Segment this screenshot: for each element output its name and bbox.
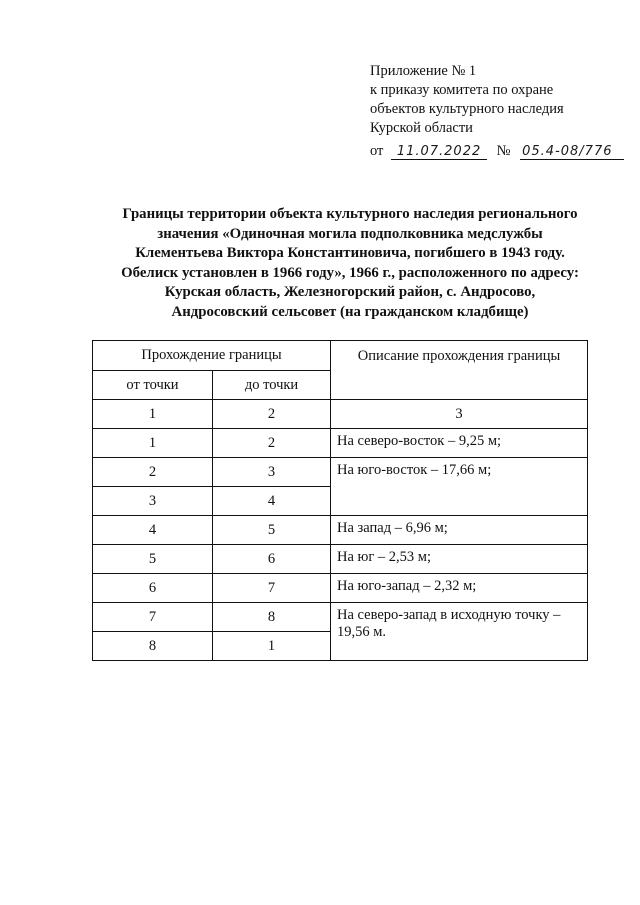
appendix-region: Курской области [370, 120, 473, 136]
table-cell-from: 2 [93, 458, 213, 487]
handwritten-order-number: 05.4-08/776 [520, 144, 624, 160]
number-sign: № [496, 143, 511, 159]
column-number: 3 [331, 400, 588, 429]
table-cell-to: 1 [213, 632, 331, 661]
title-line: Обелиск установлен в 1966 году», 1966 г., расположенного по адресу: [121, 264, 579, 281]
title-line: Клементьева Виктора Константиновича, погибшего в 1943 году. [135, 245, 565, 261]
table-cell-to: 5 [213, 516, 331, 545]
column-number: 2 [213, 400, 331, 429]
table-cell-from: 1 [93, 429, 213, 458]
table-cell-from: 4 [93, 516, 213, 545]
header-boundary-passage: Прохождение границы [93, 341, 331, 371]
table-cell-to: 8 [213, 603, 331, 632]
appendix-block [370, 62, 624, 161]
title-line: Курская область, Железногорский район, с. Андросово, [164, 284, 536, 300]
header-to-point: до точки [213, 371, 331, 400]
table-cell-description: На юго-запад – 2,32 м; [331, 574, 588, 603]
table-cell-to: 4 [213, 487, 331, 516]
table-cell-from: 5 [93, 545, 213, 574]
table-cell-to: 7 [213, 574, 331, 603]
header-boundary-description: Описание прохождения границы [331, 341, 588, 400]
appendix-title: Приложение № 1 [370, 63, 477, 79]
table-cell-from: 8 [93, 632, 213, 661]
title-line: Границы территории объекта культурного наследия регионального [122, 206, 578, 222]
table-cell-description: На северо-запад в исходную точку – 19,56 м. [331, 603, 588, 661]
table-cell-to: 3 [213, 458, 331, 487]
table-cell-from: 6 [93, 574, 213, 603]
table-cell-description: На юго-восток – 17,66 м; [331, 458, 588, 516]
table-cell-description: На северо-восток – 9,25 м; [331, 429, 588, 458]
appendix-committee: объектов культурного наследия [370, 101, 564, 117]
table-cell-to: 6 [213, 545, 331, 574]
table-cell-from: 7 [93, 603, 213, 632]
document-title [60, 205, 640, 322]
date-prefix: от [370, 143, 384, 159]
table-cell-description: На юг – 2,53 м; [331, 545, 588, 574]
appendix-order-ref: к приказу комитета по охране [370, 82, 554, 98]
title-line: значения «Одиночная могила подполковника медслужбы [157, 225, 543, 242]
header-from-point: от точки [93, 371, 213, 400]
column-number: 1 [93, 400, 213, 429]
handwritten-date: 11.07.2022 [391, 144, 487, 160]
table-cell-to: 2 [213, 429, 331, 458]
boundary-table [92, 340, 588, 661]
title-line: Андросовский сельсовет (на гражданском кладбище) [171, 303, 529, 320]
appendix-date-line [370, 142, 624, 161]
table-cell-description: На запад – 6,96 м; [331, 516, 588, 545]
table-cell-from: 3 [93, 487, 213, 516]
